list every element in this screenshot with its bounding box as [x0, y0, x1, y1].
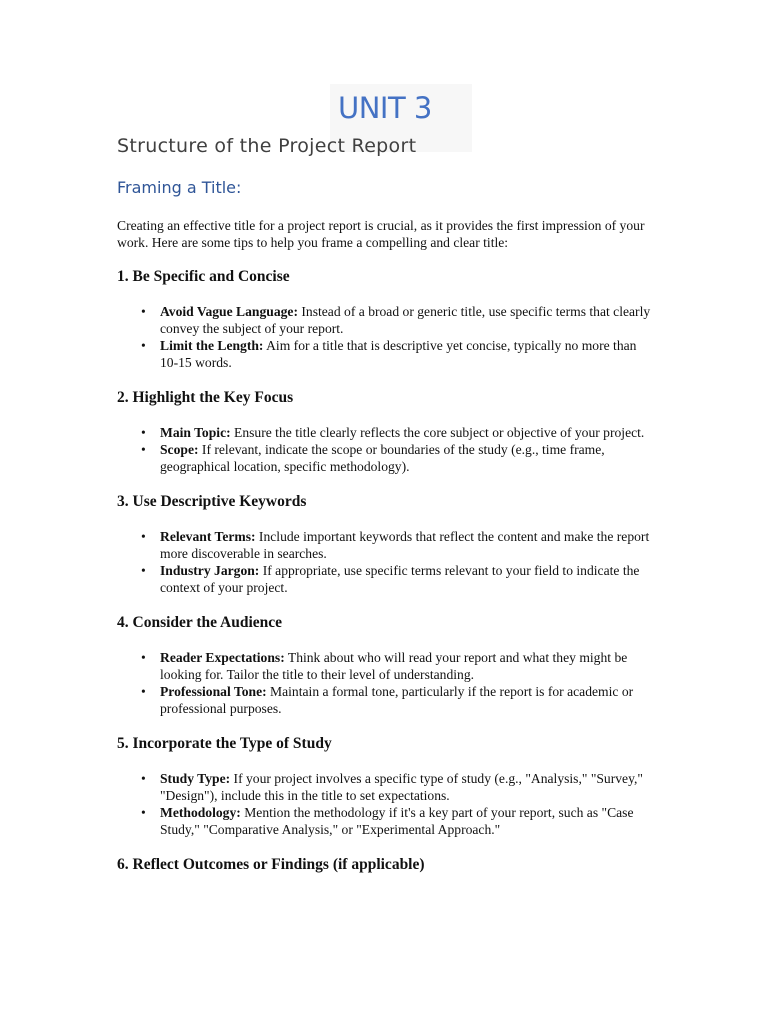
- tip-term: Study Type:: [160, 771, 231, 786]
- list-item: [117, 424, 657, 441]
- document-subtitle: Structure of the Project Report: [117, 135, 417, 157]
- tip-description: If appropriate, use specific terms relevant to your field to indicate the context of your project.: [160, 563, 640, 595]
- tip-description: Include important keywords that reflect the content and make the report more discoverable in searches.: [160, 529, 650, 561]
- tip-description: Think about who will read your report and what they might be looking for. Tailor the title to their level of understanding.: [160, 650, 628, 682]
- bullet-icon: •: [141, 442, 146, 457]
- list-item: [117, 770, 657, 804]
- tip-heading: 3. Use Descriptive Keywords: [117, 493, 307, 510]
- tip-term: Avoid Vague Language:: [160, 304, 298, 319]
- tip-description: Instead of a broad or generic title, use specific terms that clearly convey the subject of your report.: [160, 304, 651, 336]
- bullet-icon: •: [141, 684, 146, 699]
- bullet-icon: •: [141, 338, 146, 353]
- tip-description: Ensure the title clearly reflects the core subject or objective of your project.: [230, 425, 645, 440]
- tip-heading: 1. Be Specific and Concise: [117, 268, 290, 285]
- tip-term: Scope:: [160, 442, 199, 457]
- tip-heading: 4. Consider the Audience: [117, 614, 283, 631]
- bullet-icon: •: [141, 805, 146, 820]
- bullet-icon: •: [141, 304, 146, 319]
- bullet-icon: •: [141, 771, 146, 786]
- tip-list: [117, 303, 657, 371]
- tip-description: If relevant, indicate the scope or boundaries of the study (e.g., time frame, geographical location, specific methodology).: [160, 442, 605, 474]
- tip-term: Relevant Terms:: [160, 529, 256, 544]
- bullet-icon: •: [141, 529, 146, 544]
- tip-list: [117, 528, 657, 596]
- tip-list: [117, 424, 657, 475]
- list-item: [117, 528, 657, 562]
- tip-term: Industry Jargon:: [160, 563, 260, 578]
- tip-heading: 6. Reflect Outcomes or Findings (if applicable): [117, 856, 425, 873]
- tip-list: [117, 649, 657, 717]
- tip-description: Aim for a title that is descriptive yet concise, typically no more than 10-15 words.: [160, 338, 637, 370]
- tip-heading: 5. Incorporate the Type of Study: [117, 735, 332, 752]
- tips-sections: [117, 267, 657, 874]
- tip-heading: 2. Highlight the Key Focus: [117, 389, 294, 406]
- list-item: [117, 337, 657, 371]
- tip-term: Main Topic:: [160, 425, 231, 440]
- tip-term: Methodology:: [160, 805, 241, 820]
- tip-term: Professional Tone:: [160, 684, 267, 699]
- bullet-icon: •: [141, 425, 146, 440]
- intro-paragraph: Creating an effective title for a project report is crucial, as it provides the first impression of your work. Here are some tips to help you frame a compelling and clear title:: [117, 218, 645, 250]
- list-item: [117, 441, 657, 475]
- list-item: [117, 649, 657, 683]
- list-item: [117, 683, 657, 717]
- list-item: [117, 562, 657, 596]
- bullet-icon: •: [141, 650, 146, 665]
- tip-description: Maintain a formal tone, particularly if the report is for academic or professional purposes.: [160, 684, 634, 716]
- unit-title: UNIT 3: [338, 91, 432, 125]
- section-heading: Framing a Title:: [117, 178, 242, 197]
- list-item: [117, 804, 657, 838]
- tip-description: If your project involves a specific type of study (e.g., "Analysis," "Survey," "Design"), include this in the title to set expectations.: [160, 771, 643, 803]
- tip-description: Mention the methodology if it's a key part of your report, such as "Case Study," "Comparative Analysis," or "Experimental Approach.": [160, 805, 634, 837]
- list-item: [117, 303, 657, 337]
- document-body: [117, 217, 657, 891]
- tip-list: [117, 770, 657, 838]
- tip-term: Reader Expectations:: [160, 650, 285, 665]
- tip-term: Limit the Length:: [160, 338, 264, 353]
- bullet-icon: •: [141, 563, 146, 578]
